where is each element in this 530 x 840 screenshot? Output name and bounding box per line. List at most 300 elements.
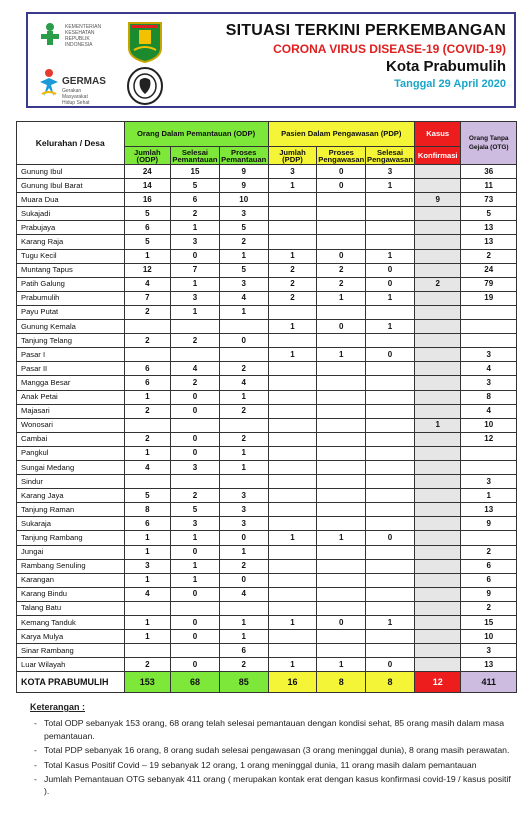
odp-proses-cell: 3 [219,489,268,503]
kemenkes-emblem-icon [38,22,62,48]
otg-cell: 8 [461,390,517,404]
pdp-jumlah-cell [268,475,317,489]
kasus-konfirmasi-cell [414,235,461,249]
group-header-odp: Orang Dalam Pemantauan (ODP) [124,122,268,147]
odp-jumlah-cell: 1 [124,446,171,460]
kasus-konfirmasi-cell [414,644,461,658]
pdp-selesai-cell [366,573,415,587]
odp-proses-cell: 6 [219,644,268,658]
area-name-cell: Sindur [17,475,125,489]
odp-selesai-cell: 0 [171,432,220,446]
area-name-cell: Sukaraja [17,517,125,531]
odp-proses-cell [219,320,268,334]
table-row [17,404,517,418]
pdp-proses-cell [317,475,366,489]
odp-proses-cell: 1 [219,390,268,404]
area-name-cell: Rambang Senuling [17,559,125,573]
kasus-konfirmasi-cell [414,263,461,277]
kasus-konfirmasi-cell [414,446,461,460]
odp-selesai-cell: 1 [171,531,220,545]
pdp-jumlah-cell: 1 [268,658,317,672]
odp-proses-cell: 1 [219,630,268,644]
notes-section [30,701,518,800]
odp-selesai-cell: 0 [171,630,220,644]
otg-cell: 11 [461,179,517,193]
otg-cell: 79 [461,277,517,291]
table-row [17,179,517,193]
sub-header-pdp-proses: Proses Pengawasan [318,147,365,164]
table-row [17,193,517,207]
area-name-cell: Karangan [17,573,125,587]
odp-jumlah-cell: 7 [124,291,171,305]
pdp-proses-cell: 0 [317,165,366,179]
table-row [17,503,517,517]
otg-cell: 10 [461,418,517,432]
pdp-jumlah-cell: 1 [268,531,317,545]
area-name-cell: Payu Putat [17,305,125,319]
area-name-cell: Muara Dua [17,193,125,207]
kasus-konfirmasi-cell [414,601,461,615]
otg-cell: 4 [461,362,517,376]
otg-cell: 5 [461,207,517,221]
pdp-proses-cell [317,305,366,319]
kasus-konfirmasi-cell [414,503,461,517]
odp-proses-cell [219,475,268,489]
otg-cell: 6 [461,573,517,587]
table-row [17,573,517,587]
pdp-jumlah-cell: 2 [268,263,317,277]
otg-cell: 15 [461,616,517,630]
odp-selesai-cell: 3 [171,235,220,249]
area-name-cell: Tugu Kecil [17,249,125,263]
pdp-jumlah-cell: 3 [268,165,317,179]
otg-cell: 9 [461,517,517,531]
area-name-cell: Karang Raja [17,235,125,249]
pdp-proses-cell: 0 [317,320,366,334]
table-row [17,601,517,615]
odp-jumlah-cell: 1 [124,390,171,404]
pdp-proses-cell [317,545,366,559]
pdp-proses-cell [317,376,366,390]
kasus-konfirmasi-cell [414,517,461,531]
pdp-selesai-cell [366,475,415,489]
pdp-jumlah-cell [268,545,317,559]
table-row [17,235,517,249]
table-row [17,446,517,460]
pdp-jumlah-cell: 1 [268,179,317,193]
pdp-proses-cell [317,418,366,432]
pdp-proses-cell [317,193,366,207]
pdp-selesai-cell: 0 [366,531,415,545]
area-name-cell: Talang Batu [17,601,125,615]
odp-proses-cell: 9 [219,179,268,193]
area-name-cell: Gunung Ibul [17,165,125,179]
kasus-konfirmasi-cell [414,390,461,404]
pdp-proses-cell: 0 [317,249,366,263]
group-header-otg: Orang Tanpa Gejala (OTG) [461,122,517,165]
area-name-cell: Majasari [17,404,125,418]
table-row [17,630,517,644]
table-row [17,475,517,489]
odp-proses-cell: 3 [219,207,268,221]
odp-proses-cell: 1 [219,446,268,460]
pdp-selesai-cell: 1 [366,249,415,263]
table-row [17,376,517,390]
otg-cell: 24 [461,263,517,277]
area-name-cell: Sungai Medang [17,460,125,474]
total-pdp-selesai: 8 [366,672,415,693]
table-row [17,305,517,319]
note-item: - Total PDP sebanyak 16 orang, 8 orang sudah selesai pengawasan (3 orang meninggal dunia), 8 orang masih perawatan. [44,744,518,756]
sub-header-pdp-jumlah: Jumlah (PDP) [268,147,317,165]
kasus-konfirmasi-cell [414,658,461,672]
pdp-selesai-cell [366,630,415,644]
area-name-cell: Jungai [17,545,125,559]
otg-cell: 3 [461,644,517,658]
pdp-selesai-cell [366,235,415,249]
odp-jumlah-cell: 5 [124,235,171,249]
kasus-konfirmasi-cell [414,616,461,630]
col-header-area: Kelurahan / Desa [17,122,125,165]
odp-selesai-cell: 2 [171,376,220,390]
area-name-cell: Wonosari [17,418,125,432]
pdp-selesai-cell [366,305,415,319]
pdp-proses-cell: 1 [317,348,366,362]
pdp-proses-cell [317,630,366,644]
otg-cell [461,334,517,348]
table-row [17,207,517,221]
kasus-konfirmasi-cell: 2 [414,277,461,291]
pdp-selesai-cell [366,460,415,474]
odp-selesai-cell: 0 [171,390,220,404]
odp-jumlah-cell: 2 [124,305,171,319]
kasus-konfirmasi-cell [414,207,461,221]
odp-jumlah-cell: 6 [124,376,171,390]
odp-selesai-cell: 0 [171,545,220,559]
pdp-jumlah-cell [268,390,317,404]
odp-proses-cell [219,348,268,362]
odp-selesai-cell: 0 [171,249,220,263]
odp-selesai-cell: 3 [171,460,220,474]
table-row [17,221,517,235]
note-item: - Total Kasus Positif Covid – 19 sebanyak 12 orang, 1 orang meninggal dunia, 11 orang masih dalam pemantauan [44,759,518,771]
pdp-jumlah-cell: 1 [268,249,317,263]
odp-proses-cell: 2 [219,404,268,418]
total-odp-selesai: 68 [171,672,220,693]
pdp-selesai-cell [366,390,415,404]
kasus-konfirmasi-cell [414,249,461,263]
pdp-proses-cell: 1 [317,291,366,305]
pdp-selesai-cell: 1 [366,616,415,630]
area-name-cell: Tanjung Rambang [17,531,125,545]
pdp-jumlah-cell [268,376,317,390]
odp-jumlah-cell: 6 [124,362,171,376]
area-name-cell: Pasar II [17,362,125,376]
pdp-jumlah-cell [268,446,317,460]
kasus-konfirmasi-cell [414,334,461,348]
odp-proses-cell: 3 [219,503,268,517]
table-row [17,432,517,446]
pdp-proses-cell [317,432,366,446]
table-row [17,587,517,601]
table-row [17,531,517,545]
area-name-cell: Muntang Tapus [17,263,125,277]
odp-jumlah-cell: 5 [124,489,171,503]
pdp-jumlah-cell [268,601,317,615]
pdp-selesai-cell [366,601,415,615]
pdp-jumlah-cell [268,630,317,644]
pdp-jumlah-cell: 1 [268,616,317,630]
odp-selesai-cell: 0 [171,616,220,630]
pdp-proses-cell [317,362,366,376]
germas-logo [38,68,106,106]
odp-proses-cell: 10 [219,193,268,207]
odp-jumlah-cell: 2 [124,334,171,348]
odp-selesai-cell: 5 [171,503,220,517]
sub-header-odp-proses: Proses Pemantauan [221,147,267,164]
otg-cell: 3 [461,348,517,362]
pdp-proses-cell [317,517,366,531]
pdp-proses-cell [317,235,366,249]
table-row [17,390,517,404]
area-name-cell: Karang Bindu [17,587,125,601]
odp-selesai-cell: 0 [171,404,220,418]
kasus-konfirmasi-cell [414,587,461,601]
pdp-selesai-cell [366,503,415,517]
total-otg: 411 [461,672,517,693]
pdp-jumlah-cell [268,418,317,432]
odp-proses-cell: 4 [219,587,268,601]
odp-selesai-cell [171,601,220,615]
otg-cell: 3 [461,475,517,489]
pdp-selesai-cell [366,559,415,573]
odp-proses-cell [219,601,268,615]
kasus-konfirmasi-cell [414,305,461,319]
odp-jumlah-cell [124,348,171,362]
table-row [17,277,517,291]
kasus-konfirmasi-cell [414,573,461,587]
germas-figure-icon [38,68,60,98]
pdp-selesai-cell: 0 [366,658,415,672]
table-row [17,616,517,630]
kasus-konfirmasi-cell [414,630,461,644]
kasus-konfirmasi-cell [414,291,461,305]
table-row [17,362,517,376]
pdp-proses-cell [317,207,366,221]
table-row [17,249,517,263]
page-subtitle: CORONA VIRUS DISEASE-19 (COVID-19) [273,42,506,56]
pdp-proses-cell [317,644,366,658]
odp-selesai-cell: 5 [171,179,220,193]
odp-proses-cell: 4 [219,376,268,390]
odp-selesai-cell: 1 [171,305,220,319]
odp-selesai-cell: 0 [171,446,220,460]
odp-proses-cell: 3 [219,277,268,291]
city-name: Kota Prabumulih [385,58,506,75]
pdp-jumlah-cell: 2 [268,291,317,305]
pdp-proses-cell [317,587,366,601]
area-name-cell: Tanjung Telang [17,334,125,348]
otg-cell: 1 [461,489,517,503]
pdp-selesai-cell: 1 [366,291,415,305]
odp-jumlah-cell: 6 [124,221,171,235]
kasus-konfirmasi-cell [414,179,461,193]
pdp-selesai-cell [366,207,415,221]
kemenkes-text: KEMENTERIAN KESEHATAN REPUBLIK INDONESIA [65,24,102,48]
otg-cell: 6 [461,559,517,573]
area-name-cell: Sinar Rambang [17,644,125,658]
pdp-selesai-cell [366,334,415,348]
pdp-jumlah-cell [268,404,317,418]
kasus-konfirmasi-cell [414,362,461,376]
area-name-cell: Karang Jaya [17,489,125,503]
pdp-jumlah-cell [268,517,317,531]
pdp-selesai-cell [366,418,415,432]
area-name-cell: Prabujaya [17,221,125,235]
otg-cell: 13 [461,221,517,235]
otg-cell: 9 [461,587,517,601]
note-item: - Total ODP sebanyak 153 orang, 68 orang telah selesai pemantauan dengan kondisi sehat, 85 orang masih dalam masa pemantauan. [44,717,518,742]
odp-selesai-cell: 1 [171,573,220,587]
odp-proses-cell: 5 [219,263,268,277]
otg-cell: 4 [461,404,517,418]
otg-cell [461,460,517,474]
table-row [17,644,517,658]
sub-header-kasus-konfirmasi: Konfirmasi [414,147,461,165]
odp-jumlah-cell: 16 [124,193,171,207]
sub-header-pdp-selesai: Selesai Pengawasan [367,147,414,164]
table-row [17,658,517,672]
seal-icon [126,66,164,106]
otg-cell: 36 [461,165,517,179]
kasus-konfirmasi-cell [414,165,461,179]
pdp-jumlah-cell: 1 [268,348,317,362]
area-name-cell: Karya Mulya [17,630,125,644]
odp-jumlah-cell: 12 [124,263,171,277]
pdp-selesai-cell [366,193,415,207]
pdp-jumlah-cell [268,460,317,474]
pdp-proses-cell [317,489,366,503]
pdp-proses-cell [317,446,366,460]
odp-selesai-cell [171,475,220,489]
area-name-cell: Tanjung Raman [17,503,125,517]
area-name-cell: Pangkul [17,446,125,460]
pdp-proses-cell [317,390,366,404]
odp-selesai-cell: 6 [171,193,220,207]
otg-cell: 13 [461,235,517,249]
odp-proses-cell: 1 [219,616,268,630]
odp-proses-cell: 9 [219,165,268,179]
otg-cell: 2 [461,545,517,559]
kasus-konfirmasi-cell [414,221,461,235]
kasus-konfirmasi-cell [414,531,461,545]
pdp-selesai-cell: 0 [366,348,415,362]
pdp-proses-cell: 0 [317,616,366,630]
area-name-cell: Sukajadi [17,207,125,221]
kemenkes-logo [38,22,102,58]
city-emblem-logo [126,20,164,64]
odp-selesai-cell [171,644,220,658]
pdp-selesai-cell [366,644,415,658]
pdp-selesai-cell [366,376,415,390]
total-odp-jumlah: 153 [124,672,171,693]
pdp-jumlah-cell [268,503,317,517]
city-emblem-icon [126,20,164,64]
odp-jumlah-cell: 24 [124,165,171,179]
pdp-selesai-cell: 0 [366,277,415,291]
odp-selesai-cell [171,418,220,432]
odp-jumlah-cell: 8 [124,503,171,517]
odp-selesai-cell [171,348,220,362]
pdp-proses-cell [317,221,366,235]
odp-jumlah-cell [124,320,171,334]
table-row [17,263,517,277]
pdp-jumlah-cell [268,573,317,587]
table-row [17,291,517,305]
kasus-konfirmasi-cell: 1 [414,418,461,432]
total-kasus-konfirmasi: 12 [414,672,461,693]
odp-jumlah-cell: 5 [124,207,171,221]
odp-selesai-cell: 2 [171,489,220,503]
odp-selesai-cell: 1 [171,559,220,573]
table-row [17,545,517,559]
odp-proses-cell [219,418,268,432]
pdp-proses-cell [317,460,366,474]
pdp-jumlah-cell [268,305,317,319]
germas-text: GERMAS [62,76,106,87]
kasus-konfirmasi-cell [414,348,461,362]
pdp-selesai-cell: 1 [366,179,415,193]
odp-jumlah-cell: 3 [124,559,171,573]
table-row [17,165,517,179]
pdp-proses-cell [317,404,366,418]
otg-cell: 12 [461,432,517,446]
total-odp-proses: 85 [219,672,268,693]
page-title: SITUASI TERKINI PERKEMBANGAN [225,22,506,39]
pdp-jumlah-cell [268,644,317,658]
odp-proses-cell: 1 [219,305,268,319]
pdp-selesai-cell [366,446,415,460]
pdp-proses-cell [317,601,366,615]
area-name-cell: Gunung Ibul Barat [17,179,125,193]
odp-proses-cell: 1 [219,460,268,474]
pdp-jumlah-cell: 2 [268,277,317,291]
pdp-proses-cell: 2 [317,263,366,277]
total-row [17,672,517,693]
area-name-cell: Cambai [17,432,125,446]
odp-selesai-cell: 1 [171,277,220,291]
kasus-konfirmasi-cell [414,376,461,390]
odp-jumlah-cell: 4 [124,587,171,601]
odp-jumlah-cell: 1 [124,573,171,587]
otg-cell: 2 [461,249,517,263]
odp-jumlah-cell: 2 [124,658,171,672]
odp-jumlah-cell [124,601,171,615]
pdp-selesai-cell [366,362,415,376]
odp-selesai-cell: 3 [171,517,220,531]
pdp-jumlah-cell [268,334,317,348]
odp-selesai-cell: 0 [171,587,220,601]
pdp-selesai-cell [366,517,415,531]
area-name-cell: Luar Wilayah [17,658,125,672]
area-name-cell: Mangga Besar [17,376,125,390]
otg-cell: 13 [461,503,517,517]
table-row [17,517,517,531]
otg-cell [461,531,517,545]
odp-proses-cell: 2 [219,235,268,249]
sub-header-odp-jumlah: Jumlah (ODP) [124,147,171,165]
table-row [17,489,517,503]
